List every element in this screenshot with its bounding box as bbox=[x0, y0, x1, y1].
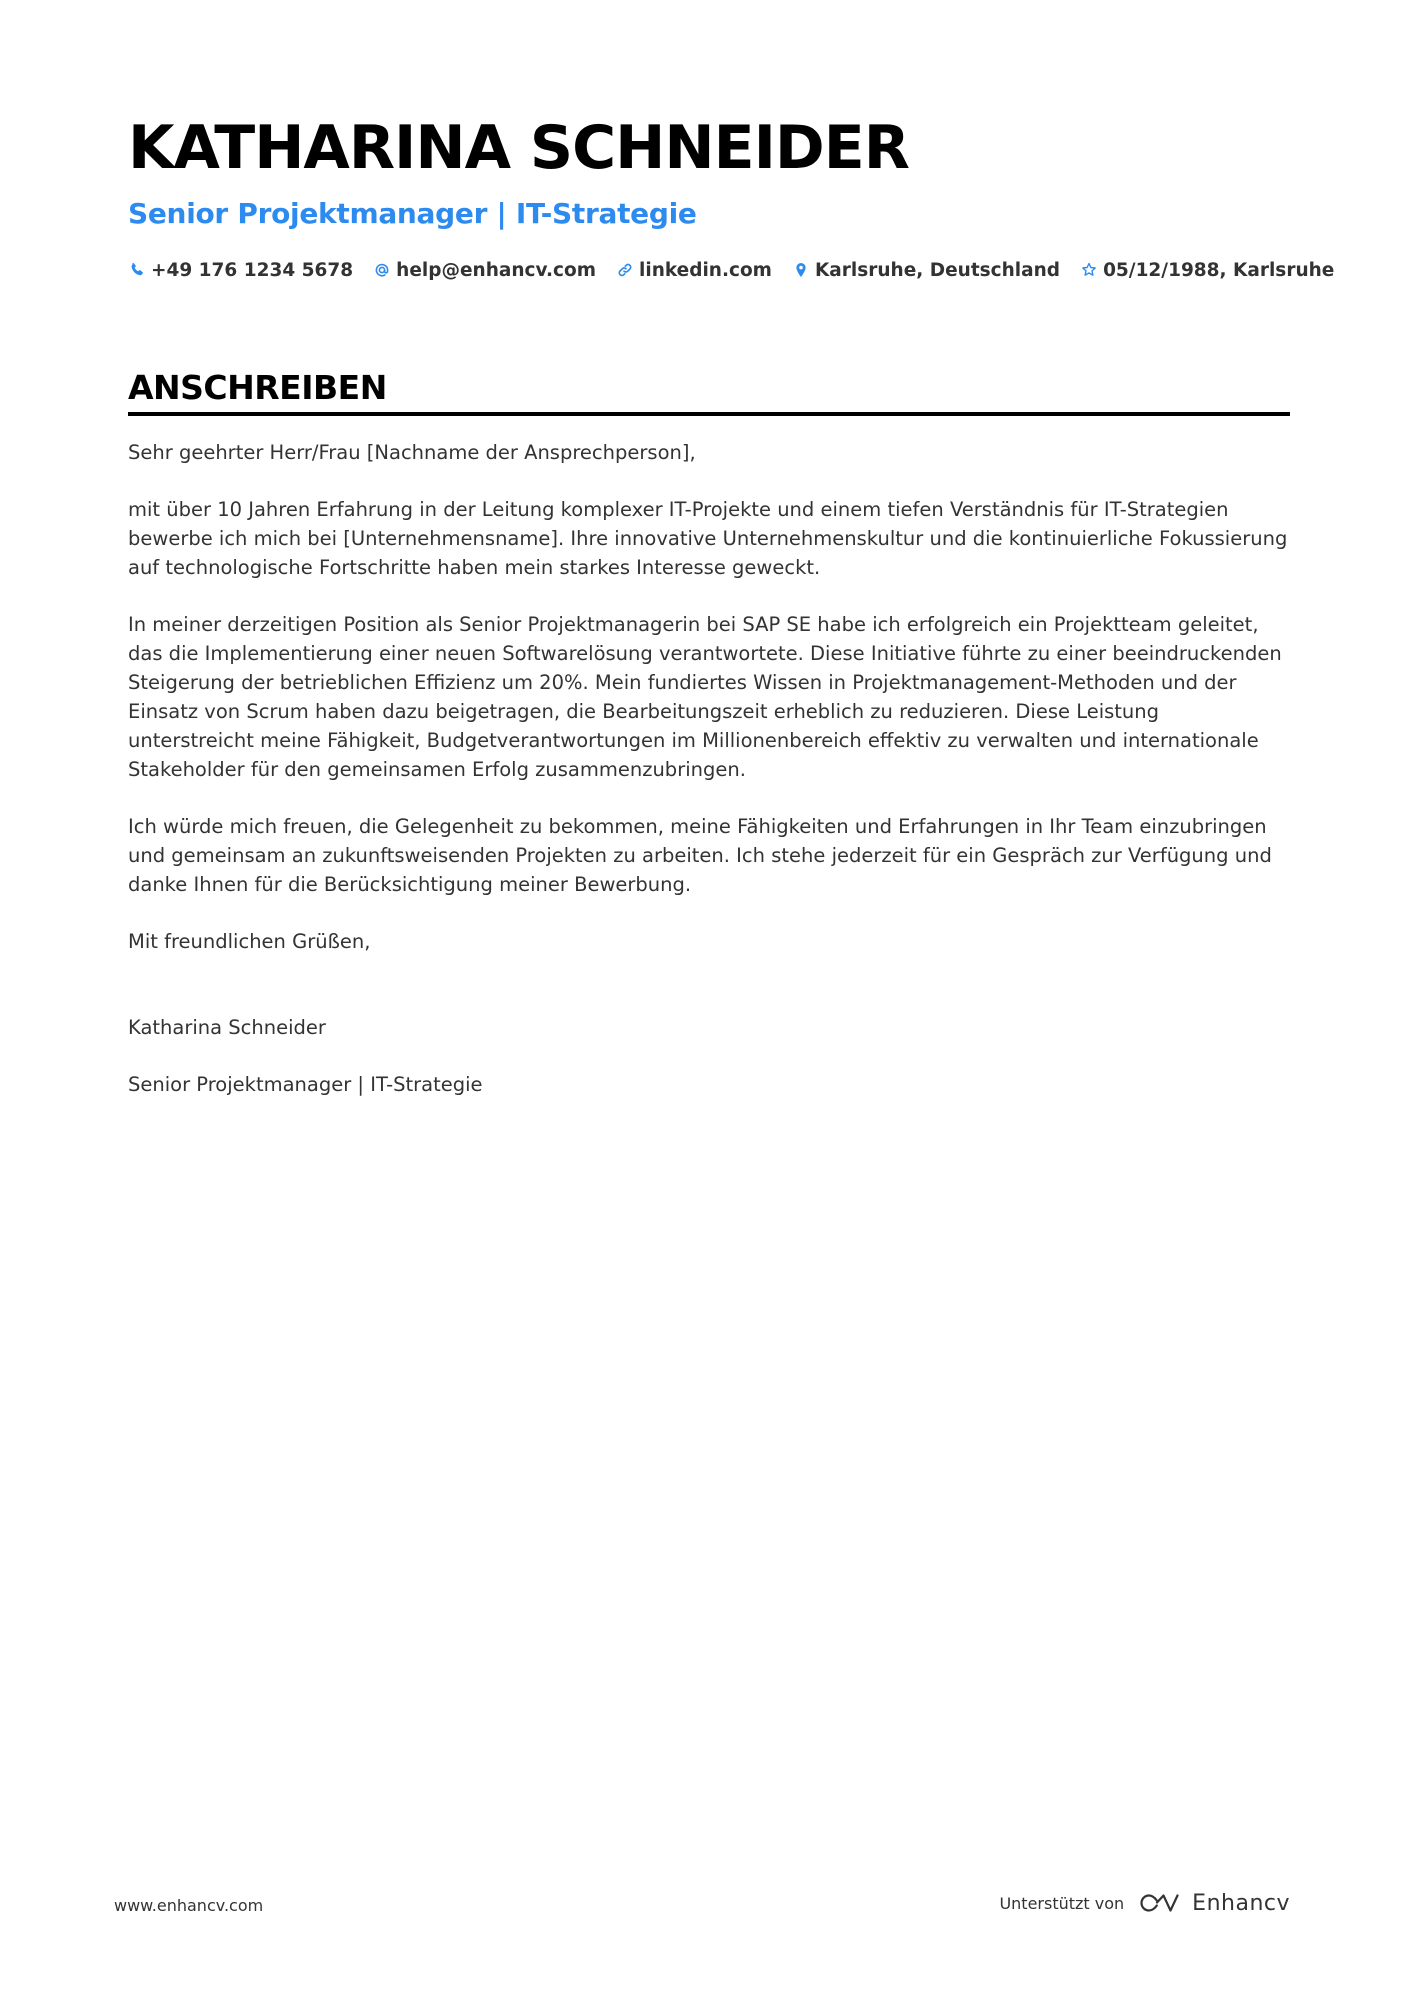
cover-letter-section bbox=[128, 366, 1290, 1127]
footer-website[interactable]: www.enhancv.com bbox=[114, 1896, 264, 1915]
letter-paragraph: Ich würde mich freuen, die Gelegenheit zu bekommen, meine Fähigkeiten und Erfahrungen in Ihr Team einzubringen und gemeinsam an zukunftsweisenden Projekten zu arbeiten. Ich stehe jederzeit für ein Gespräch zur Verfügung und danke Ihnen für die Berücksichtigung meiner Bewerbung. bbox=[128, 815, 1272, 896]
contact-birth-text: 05/12/1988, Karlsruhe bbox=[1103, 259, 1335, 281]
phone-icon bbox=[128, 261, 146, 279]
link-icon bbox=[616, 261, 634, 279]
applicant-title: Senior Projektmanager | IT-Strategie bbox=[128, 197, 697, 230]
letter-paragraph: In meiner derzeitigen Position als Senior Projektmanagerin bei SAP SE habe ich erfolgreich ein Projektteam geleitet, das die Implementierung einer neuen Softwarelösung verantwortete. Diese Initiative führte zu einer beeindruckenden Steigerung der betrieblichen Effizienz um 20%. Mein fundiertes Wissen in Projektmanagement-Methoden und der Einsatz von Scrum haben dazu beigetragen, die Bearbeitungszeit erheblich zu reduzieren. Diese Leistung unterstreicht meine Fähigkeit, Budgetverantwortungen im Millionenbereich effektiv zu verwalten und internationale Stakeholder für den gemeinsamen Erfolg zusammenzubringen. bbox=[128, 613, 1282, 781]
signer-name: Katharina Schneider bbox=[128, 1016, 326, 1039]
at-icon bbox=[373, 261, 391, 279]
section-divider bbox=[128, 412, 1290, 416]
contact-phone bbox=[128, 260, 353, 281]
contact-location-text: Karlsruhe, Deutschland bbox=[814, 259, 1061, 281]
contact-email[interactable] bbox=[373, 260, 596, 281]
letter-paragraph: mit über 10 Jahren Erfahrung in der Leitung komplexer IT-Projekte und einem tiefen Verständnis für IT-Strategien bewerbe ich mich bei [Unternehmensname]. Ihre innovative Unternehmenskultur und die kontinuierliche Fokussierung auf technologische Fortschritte haben mein starkes Interesse geweckt. bbox=[128, 498, 1288, 579]
star-icon bbox=[1080, 261, 1098, 279]
footer-branding bbox=[999, 1890, 1290, 1916]
location-icon bbox=[792, 261, 810, 279]
resume-header bbox=[128, 108, 1335, 284]
enhancv-mark-icon bbox=[1136, 1890, 1182, 1916]
applicant-name: KATHARINA SCHNEIDER bbox=[128, 113, 909, 183]
letter-body bbox=[128, 438, 1290, 1099]
contact-linkedin-text: linkedin.com bbox=[639, 259, 772, 281]
letter-salutation: Sehr geehrter Herr/Frau [Nachname der Ansprechperson], bbox=[128, 441, 696, 464]
contact-location bbox=[792, 260, 1060, 281]
contact-birth bbox=[1080, 260, 1334, 281]
powered-by-label: Unterstützt von bbox=[999, 1893, 1125, 1913]
enhancv-logo[interactable] bbox=[1136, 1890, 1290, 1916]
contact-phone-text: +49 176 1234 5678 bbox=[151, 259, 354, 281]
brand-name: Enhancv bbox=[1192, 1890, 1290, 1916]
signer-title: Senior Projektmanager | IT-Strategie bbox=[128, 1073, 483, 1096]
contact-email-text: help@enhancv.com bbox=[396, 259, 597, 281]
section-title: ANSCHREIBEN bbox=[128, 368, 387, 407]
contact-bar bbox=[128, 256, 1335, 284]
letter-closing: Mit freundlichen Grüßen, bbox=[128, 930, 371, 953]
contact-linkedin[interactable] bbox=[616, 260, 772, 281]
